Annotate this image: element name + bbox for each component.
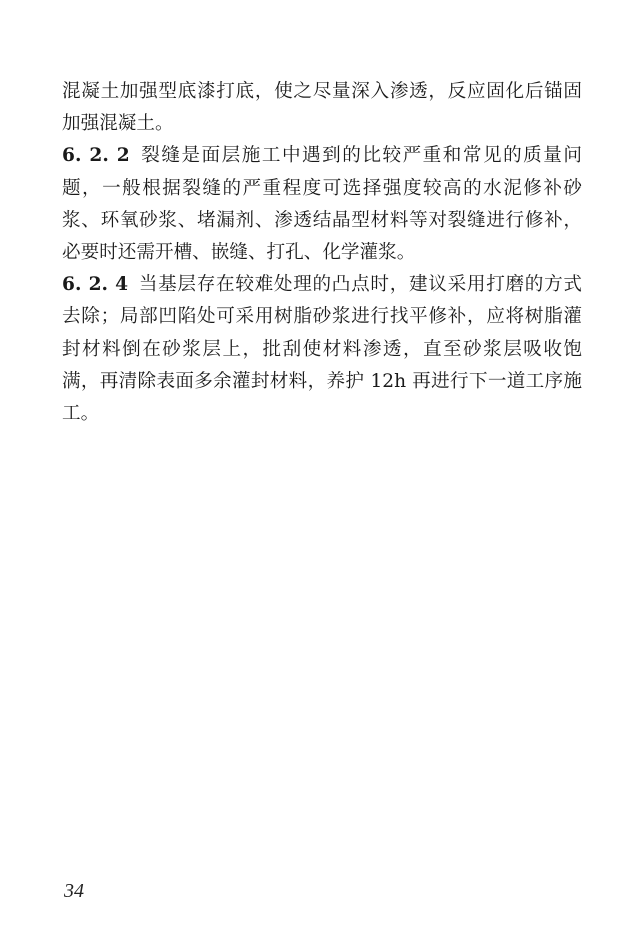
page-number: 34 [64,880,84,902]
clause-text: 裂缝是面层施工中遇到的比较严重和常见的质量问题，一般根据裂缝的严重程度可选择强度较高的水泥修补砂浆、环氧砂浆、堵漏剂、渗透结晶型材料等对裂缝进行修补，必要时还需开槽、嵌缝、打孔、化学灌浆。 [62,145,582,264]
document-body [62,76,582,430]
clause-number: 6. 2. 2 [62,145,130,167]
clause-6-2-4 [62,269,582,430]
clause-6-2-2 [62,140,582,269]
paragraph-continuation [62,76,582,140]
paragraph-text: 混凝土加强型底漆打底，使之尽量深入渗透，反应固化后锚固加强混凝土。 [62,81,582,135]
clause-text: 当基层存在较难处理的凸点时，建议采用打磨的方式去除；局部凹陷处可采用树脂砂浆进行找平修补，应将树脂灌封材料倒在砂浆层上，批刮使材料渗透，直至砂浆层吸收饱满，再清除表面多余灌封材料，养护 12h 再进行下一道工序施工。 [62,274,582,425]
clause-number: 6. 2. 4 [62,274,129,296]
